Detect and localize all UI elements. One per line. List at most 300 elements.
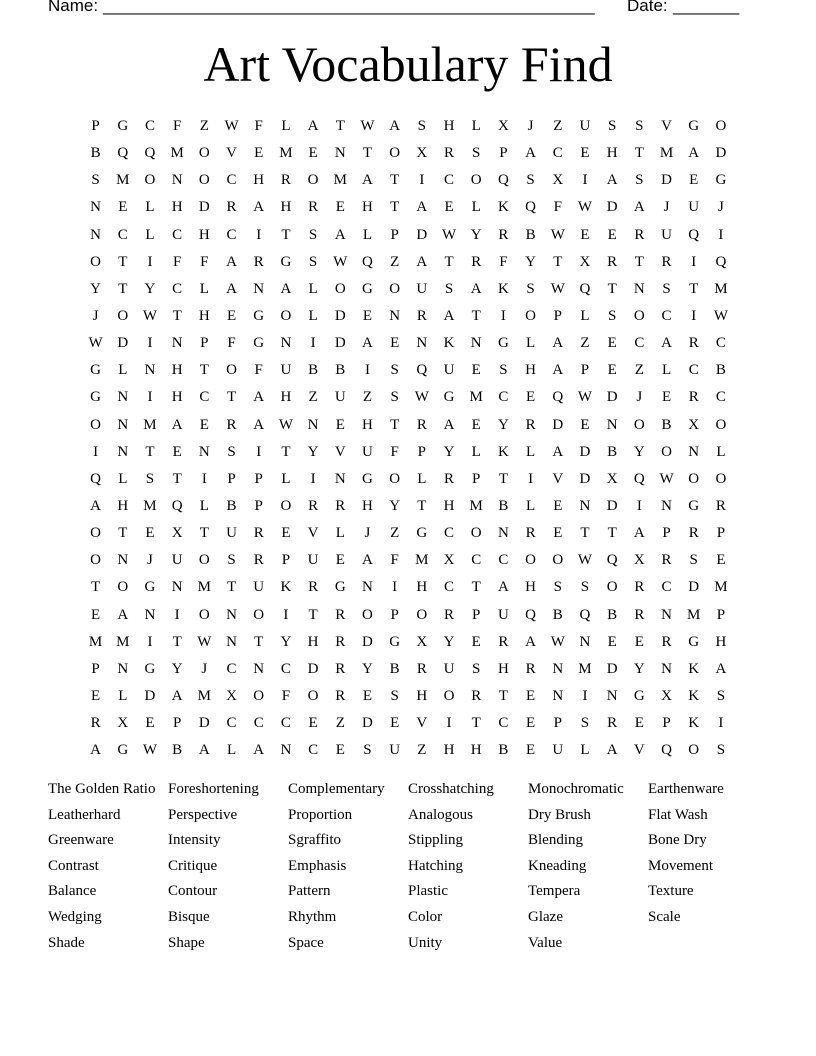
grid-letter: C: [444, 525, 455, 542]
grid-letter: R: [471, 253, 482, 270]
grid-letter: R: [335, 687, 346, 704]
grid-letter: P: [91, 660, 100, 677]
grid-letter: L: [281, 470, 291, 487]
word-list-item: Movement: [648, 857, 713, 874]
grid-letter: L: [471, 443, 481, 460]
grid-letter: O: [90, 552, 102, 569]
grid-letter: D: [606, 389, 618, 406]
grid-letter: M: [469, 497, 483, 514]
word-list-item: Sgraffito: [288, 832, 342, 849]
grid-letter: I: [392, 579, 398, 596]
grid-letter: R: [498, 633, 509, 650]
word-list-item: Unity: [408, 934, 443, 951]
grid-letter: N: [253, 280, 265, 297]
grid-letter: O: [525, 307, 537, 324]
grid-letter: Z: [553, 118, 563, 134]
grid-letter: P: [553, 307, 562, 324]
grid-letter: G: [688, 633, 700, 650]
grid-letter: J: [527, 118, 534, 134]
grid-letter: B: [308, 362, 319, 379]
grid-letter: H: [416, 687, 428, 704]
grid-letter: T: [634, 145, 644, 162]
grid-letter: E: [226, 307, 237, 324]
grid-letter: T: [281, 443, 291, 460]
grid-letter: S: [390, 389, 399, 406]
grid-letter: R: [634, 226, 645, 243]
grid-letter: M: [116, 172, 130, 189]
grid-letter: I: [147, 253, 153, 270]
grid-letter: O: [90, 416, 102, 433]
grid-letter: O: [198, 606, 210, 623]
grid-letter: F: [499, 253, 508, 270]
grid-letter: S: [580, 715, 590, 732]
grid-letter: T: [471, 307, 481, 324]
grid-letter: G: [362, 280, 373, 297]
grid-letter: R: [253, 253, 264, 270]
grid-letter: F: [172, 118, 182, 134]
grid-letter: I: [718, 226, 724, 243]
grid-letter: P: [254, 470, 263, 487]
grid-letter: D: [579, 443, 591, 460]
grid-letter: A: [253, 199, 265, 216]
grid-letter: J: [636, 389, 643, 406]
grid-letter: W: [550, 633, 565, 650]
grid-letter: T: [498, 687, 508, 704]
grid-letter: E: [634, 633, 644, 650]
grid-letter: A: [171, 416, 183, 433]
grid-letter: L: [145, 226, 155, 243]
grid-letter: W: [577, 552, 593, 569]
grid-letter: E: [580, 145, 590, 162]
grid-letter: E: [634, 715, 644, 732]
grid-letter: E: [390, 335, 400, 352]
grid-letter: G: [90, 389, 102, 406]
page-title: Art Vocabulary Find: [203, 36, 613, 92]
grid-letter: W: [88, 335, 103, 352]
grid-letter: S: [526, 280, 535, 297]
grid-letter: Y: [90, 280, 102, 297]
grid-letter: C: [280, 660, 291, 677]
grid-letter: O: [470, 525, 482, 542]
grid-letter: R: [444, 145, 455, 162]
grid-letter: A: [362, 172, 373, 189]
grid-letter: M: [197, 579, 212, 596]
grid-letter: H: [525, 579, 537, 596]
grid-letter: W: [414, 389, 429, 406]
grid-letter: E: [526, 715, 536, 732]
grid-letter: S: [716, 687, 726, 704]
grid-letter: D: [606, 660, 618, 677]
grid-letter: U: [443, 362, 455, 379]
grid-letter: C: [498, 552, 509, 569]
grid-letter: G: [144, 579, 156, 596]
grid-letter: R: [335, 606, 346, 623]
grid-letter: Q: [362, 253, 373, 270]
grid-letter: O: [90, 525, 102, 542]
grid-letter: T: [254, 633, 264, 650]
grid-letter: T: [471, 579, 481, 596]
grid-letter: O: [280, 497, 292, 514]
grid-letter: L: [308, 307, 318, 324]
grid-letter: U: [661, 226, 672, 243]
grid-letter: S: [662, 280, 671, 297]
grid-letter: L: [335, 525, 345, 542]
grid-letter: I: [147, 335, 153, 352]
grid-letter: N: [280, 742, 292, 759]
grid-letter: C: [172, 280, 183, 297]
grid-letter: N: [606, 687, 618, 704]
grid-letter: R: [661, 552, 672, 569]
grid-letter: N: [579, 633, 591, 650]
grid-letter: U: [280, 362, 292, 379]
header-line: [48, 0, 748, 20]
grid-letter: A: [552, 443, 564, 460]
grid-letter: R: [498, 226, 509, 243]
grid-letter: Z: [417, 742, 427, 759]
grid-letter: R: [308, 497, 319, 514]
grid-letter: A: [715, 660, 727, 677]
grid-letter: O: [90, 253, 102, 270]
grid-letter: L: [661, 362, 672, 379]
grid-letter: G: [715, 172, 727, 189]
grid-letter: Q: [579, 280, 591, 297]
grid-letter: T: [607, 280, 617, 297]
grid-letter: I: [582, 172, 588, 189]
grid-letter: P: [472, 606, 481, 623]
grid-letter: E: [661, 389, 672, 406]
grid-letter: N: [226, 633, 237, 650]
grid-letter: W: [659, 470, 674, 487]
grid-letter: T: [471, 715, 481, 732]
grid-letter: U: [389, 742, 401, 759]
grid-letter: T: [444, 253, 454, 270]
word-list-item: Critique: [168, 857, 218, 874]
grid-letter: N: [198, 443, 210, 460]
grid-letter: E: [607, 633, 617, 650]
grid-letter: L: [526, 497, 536, 514]
grid-letter: W: [142, 307, 158, 324]
grid-letter: D: [606, 199, 618, 216]
grid-letter: N: [226, 606, 237, 623]
grid-letter: O: [525, 552, 537, 569]
word-list-item: Complementary: [288, 781, 385, 797]
grid-letter: M: [197, 687, 212, 704]
grid-letter: D: [606, 497, 618, 514]
grid-letter: L: [526, 335, 536, 352]
grid-letter: A: [226, 253, 237, 270]
grid-letter: I: [256, 443, 262, 460]
grid-letter: E: [716, 552, 726, 569]
grid-letter: I: [636, 497, 642, 514]
word-list-item: Value: [528, 934, 563, 951]
name-field-line: ____________________________________________________: [103, 0, 595, 15]
grid-letter: U: [416, 280, 428, 297]
word-list-item: Tempera: [528, 883, 581, 900]
grid-letter: L: [417, 470, 427, 487]
grid-letter: O: [198, 145, 210, 162]
grid-letter: R: [226, 199, 237, 216]
grid-letter: N: [144, 362, 156, 379]
grid-letter: B: [552, 606, 563, 623]
grid-letter: M: [714, 280, 728, 297]
grid-letter: D: [334, 335, 346, 352]
grid-letter: E: [390, 715, 400, 732]
grid-letter: N: [307, 416, 319, 433]
grid-letter: T: [281, 226, 291, 243]
word-list-item: Dry Brush: [528, 806, 591, 823]
grid-letter: Q: [525, 199, 537, 216]
grid-letter: R: [661, 633, 672, 650]
word-list-item: Flat Wash: [648, 806, 708, 823]
grid-letter: I: [528, 470, 534, 487]
grid-letter: I: [364, 362, 370, 379]
word-list: [48, 778, 768, 957]
grid-letter: Y: [633, 660, 645, 677]
grid-letter: E: [444, 199, 454, 216]
grid-letter: S: [227, 552, 236, 569]
date-label: Date:: [627, 0, 668, 15]
grid-letter: Q: [144, 145, 156, 162]
grid-letter: G: [280, 253, 292, 270]
grid-letter: P: [200, 335, 209, 352]
grid-letter: F: [172, 253, 182, 270]
grid-letter: C: [661, 579, 672, 596]
grid-letter: K: [443, 335, 455, 352]
grid-letter: O: [715, 470, 727, 487]
grid-letter: O: [280, 307, 292, 324]
grid-letter: A: [661, 335, 672, 352]
grid-letter: N: [334, 470, 346, 487]
grid-letter: A: [525, 145, 537, 162]
grid-letter: Y: [171, 660, 183, 677]
grid-letter: A: [117, 606, 129, 623]
grid-letter: Z: [199, 118, 209, 134]
word-list-item: Bisque: [168, 908, 210, 925]
grid-letter: D: [661, 172, 672, 189]
grid-letter: S: [553, 579, 562, 596]
grid-letter: S: [716, 742, 726, 759]
grid-letter: M: [578, 660, 592, 677]
grid-letter: E: [607, 335, 617, 352]
grid-letter: T: [580, 525, 590, 542]
grid-letter: O: [389, 280, 401, 297]
grid-letter: R: [226, 416, 237, 433]
grid-letter: G: [633, 687, 645, 704]
grid-letter: I: [691, 253, 697, 270]
grid-letter: P: [390, 226, 399, 243]
grid-letter: R: [444, 470, 455, 487]
grid-letter: T: [362, 145, 373, 162]
grid-letter: U: [688, 199, 700, 216]
grid-letter: M: [415, 552, 429, 569]
grid-letter: O: [253, 606, 265, 623]
grid-letter: P: [417, 443, 427, 460]
grid-letter: A: [362, 335, 373, 352]
grid-letter: E: [118, 199, 128, 216]
grid-letter: A: [688, 145, 700, 162]
grid-letter: R: [280, 172, 291, 189]
grid-letter: Q: [171, 497, 183, 514]
grid-letter: H: [171, 199, 183, 216]
grid-letter: X: [552, 172, 564, 189]
grid-letter: U: [552, 742, 564, 759]
grid-letter: P: [390, 606, 399, 623]
word-list-item: Kneading: [528, 857, 587, 874]
word-list-item: Rhythm: [288, 908, 337, 925]
grid-letter: G: [688, 118, 700, 134]
grid-letter: H: [280, 389, 292, 406]
grid-letter: S: [308, 253, 318, 270]
grid-letter: C: [715, 335, 726, 352]
grid-letter: O: [389, 145, 401, 162]
grid-letter: O: [117, 307, 129, 324]
word-list-item: Emphasis: [288, 857, 347, 874]
grid-letter: Q: [661, 742, 672, 759]
grid-letter: T: [118, 253, 128, 270]
grid-letter: N: [171, 579, 183, 596]
word-list-item: Pattern: [288, 883, 331, 900]
grid-letter: X: [443, 552, 455, 569]
grid-letter: V: [552, 470, 564, 487]
grid-letter: D: [416, 226, 428, 243]
grid-letter: N: [552, 687, 564, 704]
grid-letter: P: [662, 525, 671, 542]
grid-letter: C: [688, 362, 699, 379]
grid-letter: A: [497, 579, 509, 596]
grid-letter: N: [90, 226, 102, 243]
grid-letter: M: [143, 497, 157, 514]
grid-letter: P: [716, 525, 726, 542]
grid-letter: A: [633, 525, 645, 542]
grid-letter: I: [93, 443, 99, 460]
grid-letter: S: [390, 362, 399, 379]
grid-letter: N: [253, 660, 265, 677]
grid-letter: U: [307, 552, 319, 569]
grid-letter: H: [443, 742, 455, 759]
grid-letter: L: [471, 118, 481, 134]
grid-letter: X: [606, 470, 618, 487]
grid-letter: E: [362, 307, 373, 324]
grid-letter: Y: [362, 660, 373, 677]
grid-letter: R: [688, 525, 699, 542]
grid-letter: E: [335, 552, 345, 569]
grid-letter: E: [689, 172, 699, 189]
grid-letter: O: [144, 172, 156, 189]
grid-letter: D: [198, 715, 210, 732]
word-list-item: Intensity: [168, 832, 221, 849]
grid-letter: S: [363, 742, 372, 759]
grid-letter: L: [362, 226, 373, 243]
grid-letter: H: [525, 362, 537, 379]
grid-letter: I: [283, 606, 289, 623]
grid-letter: C: [226, 660, 237, 677]
grid-letter: H: [606, 145, 618, 162]
grid-letter: F: [281, 687, 291, 704]
grid-letter: U: [226, 525, 237, 542]
grid-letter: E: [172, 443, 182, 460]
grid-letter: T: [226, 579, 237, 596]
grid-letter: Y: [280, 633, 292, 650]
grid-letter: E: [91, 687, 101, 704]
grid-letter: A: [253, 416, 265, 433]
grid-letter: R: [688, 389, 699, 406]
grid-letter: T: [689, 280, 699, 297]
grid-letter: W: [550, 226, 565, 243]
grid-letter: A: [470, 280, 482, 297]
grid-letter: E: [580, 416, 590, 433]
word-list-item: Analogous: [408, 806, 473, 823]
grid-letter: D: [362, 715, 373, 732]
grid-letter: O: [307, 687, 319, 704]
grid-letter: Q: [497, 172, 509, 189]
grid-letter: R: [416, 307, 427, 324]
grid-letter: I: [500, 307, 506, 324]
grid-letter: L: [199, 497, 209, 514]
grid-letter: T: [335, 118, 345, 134]
grid-letter: P: [580, 362, 590, 379]
grid-letter: S: [607, 307, 617, 324]
name-label: Name:: [48, 0, 99, 15]
grid-letter: N: [579, 497, 591, 514]
grid-letter: W: [224, 118, 239, 134]
grid-letter: W: [713, 307, 728, 324]
grid-letter: F: [254, 118, 263, 134]
grid-letter: P: [716, 606, 726, 623]
word-list-item: Balance: [48, 883, 97, 900]
grid-letter: G: [334, 579, 346, 596]
grid-letter: U: [579, 118, 591, 134]
grid-letter: G: [443, 389, 455, 406]
grid-letter: L: [471, 199, 481, 216]
grid-letter: X: [117, 715, 129, 732]
grid-letter: S: [635, 118, 644, 134]
grid-letter: A: [416, 199, 428, 216]
grid-letter: T: [118, 525, 128, 542]
grid-letter: K: [688, 687, 700, 704]
grid-letter: B: [607, 606, 618, 623]
grid-letter: R: [688, 335, 699, 352]
grid-letter: T: [199, 362, 209, 379]
grid-letter: N: [416, 335, 428, 352]
grid-letter: T: [634, 253, 644, 270]
grid-letter: K: [688, 715, 700, 732]
grid-letter: N: [606, 416, 618, 433]
grid-letter: L: [580, 307, 590, 324]
grid-letter: N: [661, 660, 672, 677]
grid-letter: O: [606, 579, 618, 596]
grid-letter: U: [253, 579, 265, 596]
grid-letter: N: [117, 552, 129, 569]
grid-letter: A: [253, 389, 265, 406]
grid-letter: D: [334, 307, 346, 324]
grid-letter: F: [200, 253, 209, 270]
grid-letter: Z: [390, 253, 400, 270]
grid-letter: I: [419, 172, 425, 189]
grid-letter: S: [635, 172, 644, 189]
grid-letter: J: [717, 199, 724, 216]
grid-letter: U: [497, 606, 509, 623]
grid-letter: G: [416, 525, 428, 542]
grid-letter: O: [715, 416, 727, 433]
grid-letter: N: [171, 335, 183, 352]
grid-letter: P: [254, 497, 263, 514]
grid-letter: H: [443, 118, 455, 134]
grid-letter: E: [335, 416, 345, 433]
grid-letter: R: [525, 525, 536, 542]
grid-letter: T: [226, 389, 237, 406]
grid-letter: Q: [606, 552, 618, 569]
grid-letter: G: [117, 742, 129, 759]
